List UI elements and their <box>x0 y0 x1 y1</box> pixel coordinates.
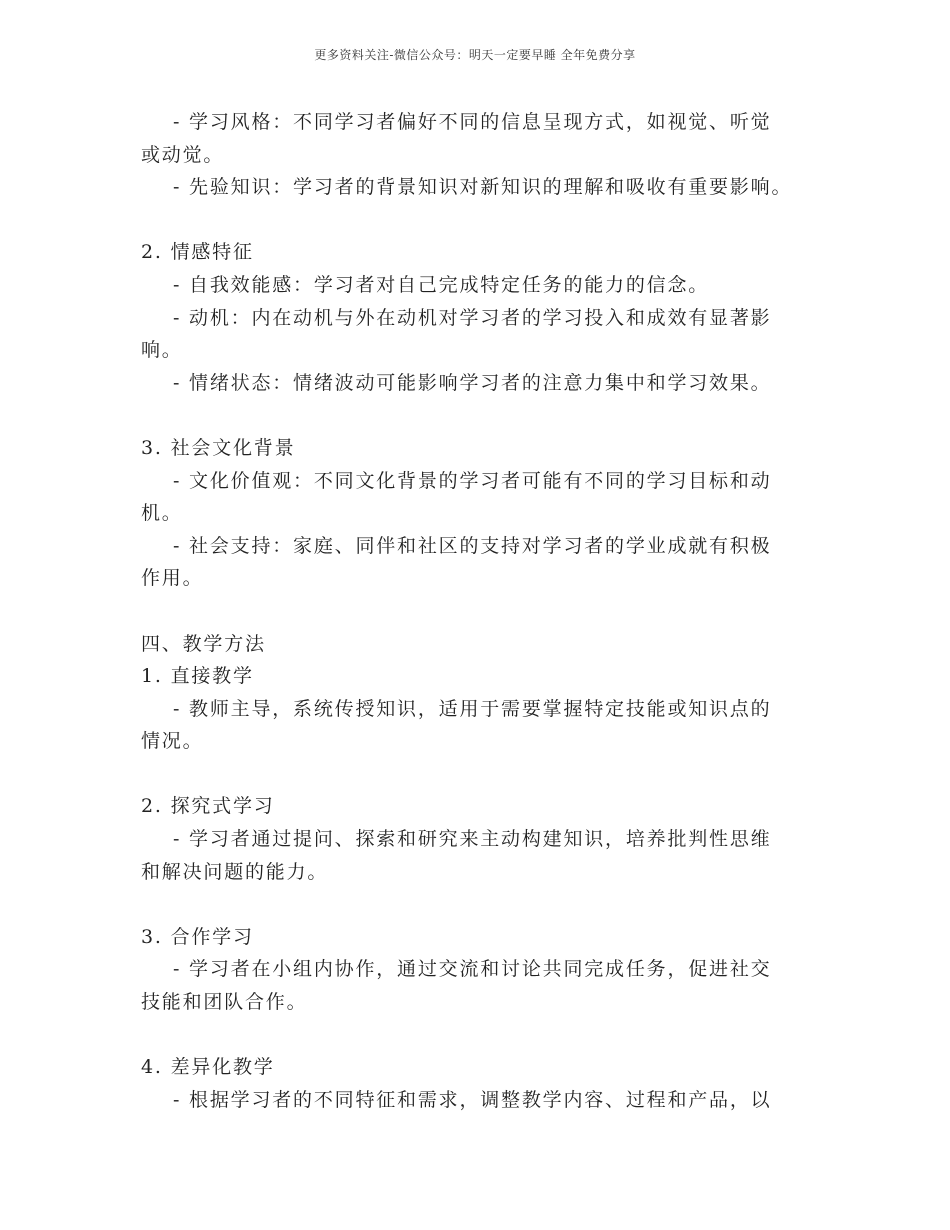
direct-teaching-heading: 1. 直接教学 <box>141 665 254 688</box>
prior-knowledge-line: - 先验知识：学习者的背景知识对新知识的理解和吸收有重要影响。 <box>173 176 793 199</box>
motivation-line-1: - 动机：内在动机与外在动机对学习者的学习投入和成效有显著影 <box>173 306 772 329</box>
direct-teaching-line-2: 情况。 <box>141 730 204 753</box>
spacer <box>141 888 831 921</box>
cooperative-learning-line-2: 技能和团队合作。 <box>141 991 308 1014</box>
spacer <box>141 204 831 237</box>
inquiry-learning-heading: 2. 探究式学习 <box>141 795 275 818</box>
cultural-values-line-2: 机。 <box>141 502 183 525</box>
differentiated-teaching-line-1: - 根据学习者的不同特征和需求，调整教学内容、过程和产品，以 <box>173 1088 772 1111</box>
cultural-values-line-1: - 文化价值观：不同文化背景的学习者可能有不同的学习目标和动 <box>173 469 772 492</box>
teaching-section-heading: 四、教学方法 <box>141 632 266 655</box>
spacer <box>141 758 831 791</box>
spacer <box>141 1019 831 1052</box>
social-support-line-2: 作用。 <box>141 567 204 590</box>
self-efficacy-line: - 自我效能感：学习者对自己完成特定任务的能力的信念。 <box>173 273 710 296</box>
social-support-line-1: - 社会支持：家庭、同伴和社区的支持对学习者的学业成就有积极 <box>173 534 772 557</box>
cooperative-learning-heading: 3. 合作学习 <box>141 925 254 948</box>
cooperative-learning-line-1: - 学习者在小组内协作，通过交流和讨论共同完成任务，促进社交 <box>173 958 772 981</box>
spacer <box>141 595 831 628</box>
learning-style-line-2: 或动觉。 <box>141 143 225 166</box>
emotion-line: - 情绪状态：情绪波动可能影响学习者的注意力集中和学习效果。 <box>173 371 772 394</box>
page-header: 更多资料关注-微信公众号：明天一定要早睡 全年免费分享 <box>314 48 636 62</box>
inquiry-learning-line-1: - 学习者通过提问、探索和研究来主动构建知识，培养批判性思维 <box>173 828 772 851</box>
differentiated-teaching-heading: 4. 差异化教学 <box>141 1056 275 1079</box>
affective-heading: 2. 情感特征 <box>141 241 254 264</box>
social-heading: 3. 社会文化背景 <box>141 436 296 459</box>
motivation-line-2: 响。 <box>141 339 183 362</box>
learning-style-line-1: - 学习风格：不同学习者偏好不同的信息呈现方式，如视觉、听觉 <box>173 111 772 133</box>
spacer <box>141 399 831 432</box>
direct-teaching-line-1: - 教师主导，系统传授知识，适用于需要掌握特定技能或知识点的 <box>173 697 772 720</box>
document-body <box>141 106 831 1116</box>
inquiry-learning-line-2: 和解决问题的能力。 <box>141 860 329 883</box>
